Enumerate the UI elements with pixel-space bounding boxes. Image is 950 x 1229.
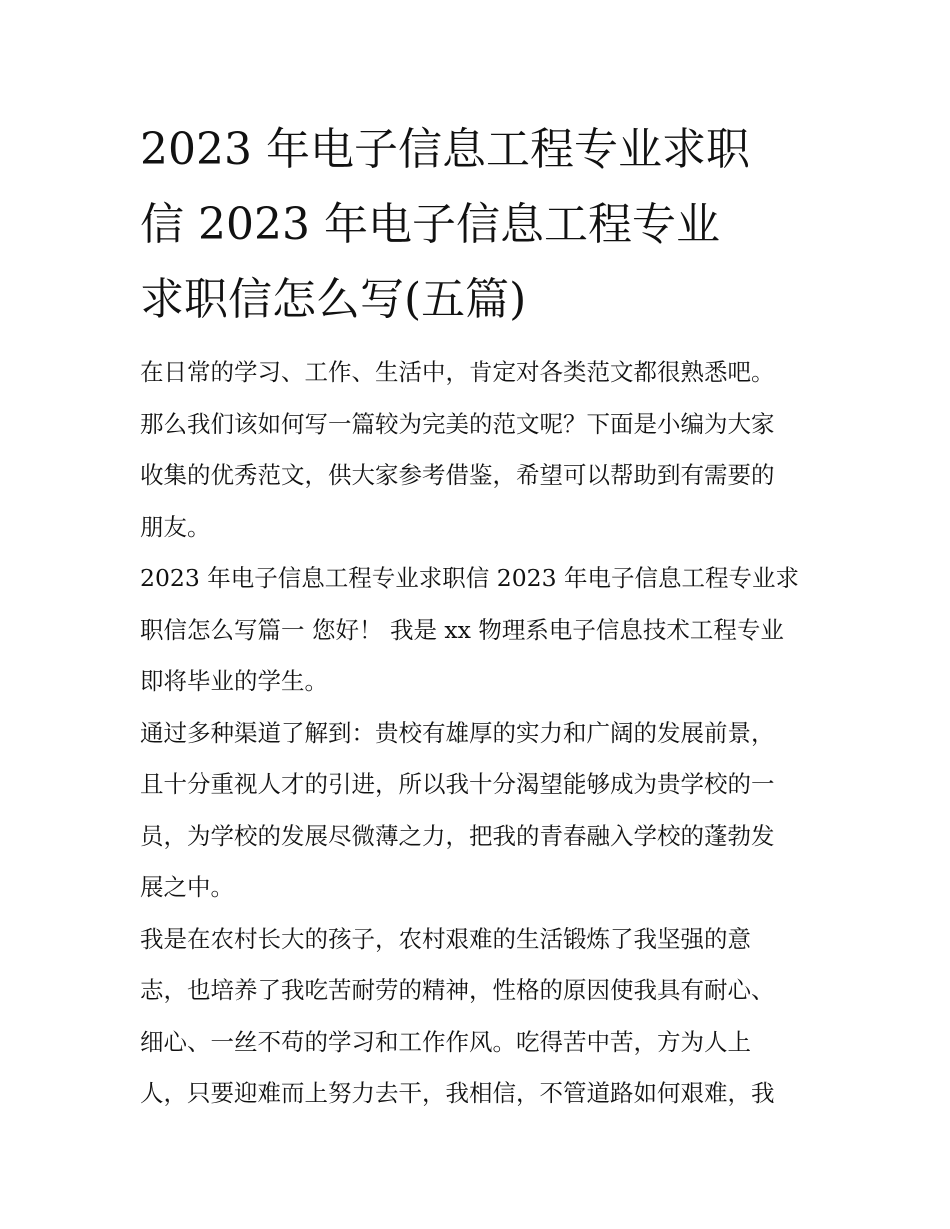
document-content <box>140 112 812 1120</box>
text-line: 我是在农村长大的孩子，农村艰难的生活锻炼了我坚强的意 <box>140 924 751 953</box>
text-line: 且十分重视人才的引进，所以我十分渴望能够成为贵学校的一 <box>140 770 775 798</box>
text-line: 收集的优秀范文，供大家参考借鉴，希望可以帮助到有需要的 <box>140 461 775 489</box>
title-line: 求职信怎么写(五篇) <box>140 274 527 325</box>
text-line: 细心、一丝不苟的学习和工作作风。吃得苦中苦，方为人上 <box>140 1027 751 1056</box>
title-line: 2023 年电子信息工程专业求职 <box>140 124 750 175</box>
text-line: 2023 年电子信息工程专业求职信 2023 年电子信息工程专业求 <box>140 564 800 592</box>
text-line: 职信怎么写篇一 您好！ 我是 xx 物理系电子信息技术工程专业 <box>140 615 784 644</box>
text-line: 朋友。 <box>140 512 211 541</box>
document-body <box>140 347 812 1120</box>
paragraph-motivation <box>140 708 812 914</box>
paragraph-letter-heading <box>140 553 812 708</box>
text-line: 人，只要迎难而上努力去干，我相信，不管道路如何艰难，我 <box>140 1079 775 1107</box>
document-title <box>140 112 812 337</box>
text-line: 员，为学校的发展尽微薄之力，把我的青春融入学校的蓬勃发 <box>140 821 775 850</box>
text-line: 那么我们该如何写一篇较为完美的范文呢？下面是小编为大家 <box>140 409 775 438</box>
paragraph-background <box>140 914 812 1120</box>
text-line: 即将毕业的学生。 <box>140 667 328 695</box>
text-line: 通过多种渠道了解到：贵校有雄厚的实力和广阔的发展前景， <box>140 718 775 747</box>
title-line: 信 2023 年电子信息工程专业 <box>140 199 720 250</box>
paragraph-intro <box>140 347 812 553</box>
text-line: 在日常的学习、工作、生活中，肯定对各类范文都很熟悉吧。 <box>140 358 775 386</box>
text-line: 展之中。 <box>140 873 234 901</box>
text-line: 志，也培养了我吃苦耐劳的精神，性格的原因使我具有耐心、 <box>140 976 775 1004</box>
